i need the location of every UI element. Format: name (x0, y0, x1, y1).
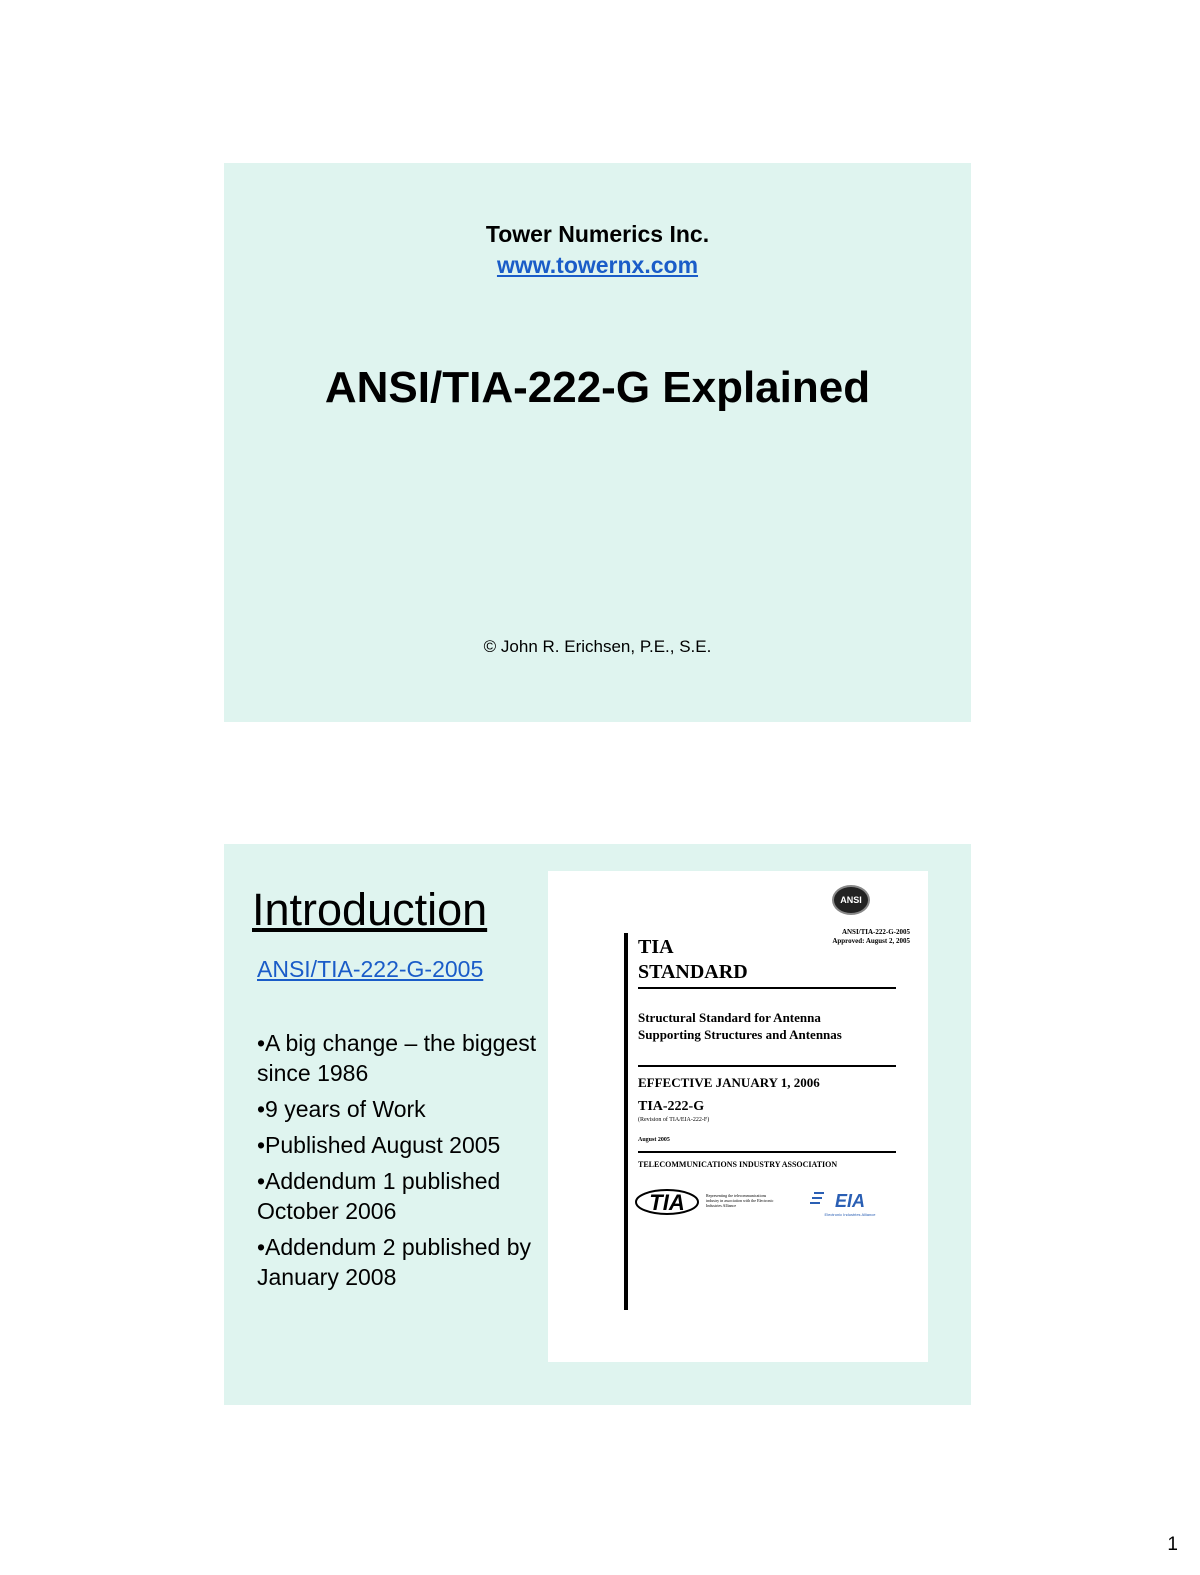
tia-logo-icon (634, 1187, 700, 1217)
introduction-slide (224, 844, 971, 1405)
eia-logo-icon (810, 1189, 882, 1219)
cover-title (638, 935, 748, 985)
author-credit: © John R. Erichsen, P.E., S.E. (483, 637, 712, 656)
website-link[interactable]: www.towernx.com (496, 252, 699, 278)
standard-cover-image (548, 871, 928, 1362)
cover-publication-date: August 2005 (638, 1137, 670, 1143)
cover-subtitle (638, 1009, 842, 1043)
cover-divider (638, 1151, 896, 1153)
ansi-approval-code (832, 928, 910, 946)
ansi-code-line: ANSI/TIA-222-G-2005 (841, 928, 910, 936)
cover-organization: TELECOMMUNICATIONS INDUSTRY ASSOCIATION (638, 1160, 838, 1169)
standard-link[interactable]: ANSI/TIA-222-G-2005 (257, 956, 484, 982)
ansi-approved-line: Approved: August 2, 2005 (832, 937, 910, 945)
cover-revision-note: (Revision of TIA/EIA-222-F) (638, 1117, 710, 1123)
cover-title-line: TIA (638, 936, 674, 958)
ansi-seal-icon: ANSI (832, 885, 870, 915)
presentation-title: ANSI/TIA-222-G Explained (324, 363, 871, 412)
bullet-item: •Published August 2005 (257, 1132, 501, 1158)
eia-logo-text: EIA (834, 1191, 866, 1211)
eia-tagline: Electronic Industries Alliance (824, 1212, 876, 1217)
cover-title-line: STANDARD (638, 961, 748, 983)
page-number: 1 (1167, 1534, 1178, 1555)
title-slide (224, 163, 971, 722)
cover-divider (638, 987, 896, 989)
tia-logo-text: TIA (649, 1190, 685, 1215)
cover-divider (638, 1065, 896, 1067)
cover-vertical-rule (624, 933, 628, 1310)
bullet-list (257, 1028, 537, 1298)
bullet-item: •A big change – the biggest since 1986 (257, 1030, 537, 1086)
bullet-item: •9 years of Work (257, 1096, 426, 1122)
bullet-item: •Addendum 1 published October 2006 (257, 1168, 501, 1224)
cover-subtitle-line: Supporting Structures and Antennas (638, 1027, 842, 1042)
slide-heading: Introduction (252, 884, 488, 935)
cover-effective-date: EFFECTIVE JANUARY 1, 2006 (638, 1075, 820, 1090)
company-name: Tower Numerics Inc. (485, 221, 710, 247)
cover-subtitle-line: Structural Standard for Antenna (638, 1010, 821, 1025)
bullet-item: •Addendum 2 published by January 2008 (257, 1234, 532, 1290)
tia-tagline: Representing the telecommunications industry in association with the Electronic Industries Alliance (706, 1193, 774, 1208)
cover-standard-number: TIA-222-G (638, 1099, 705, 1114)
